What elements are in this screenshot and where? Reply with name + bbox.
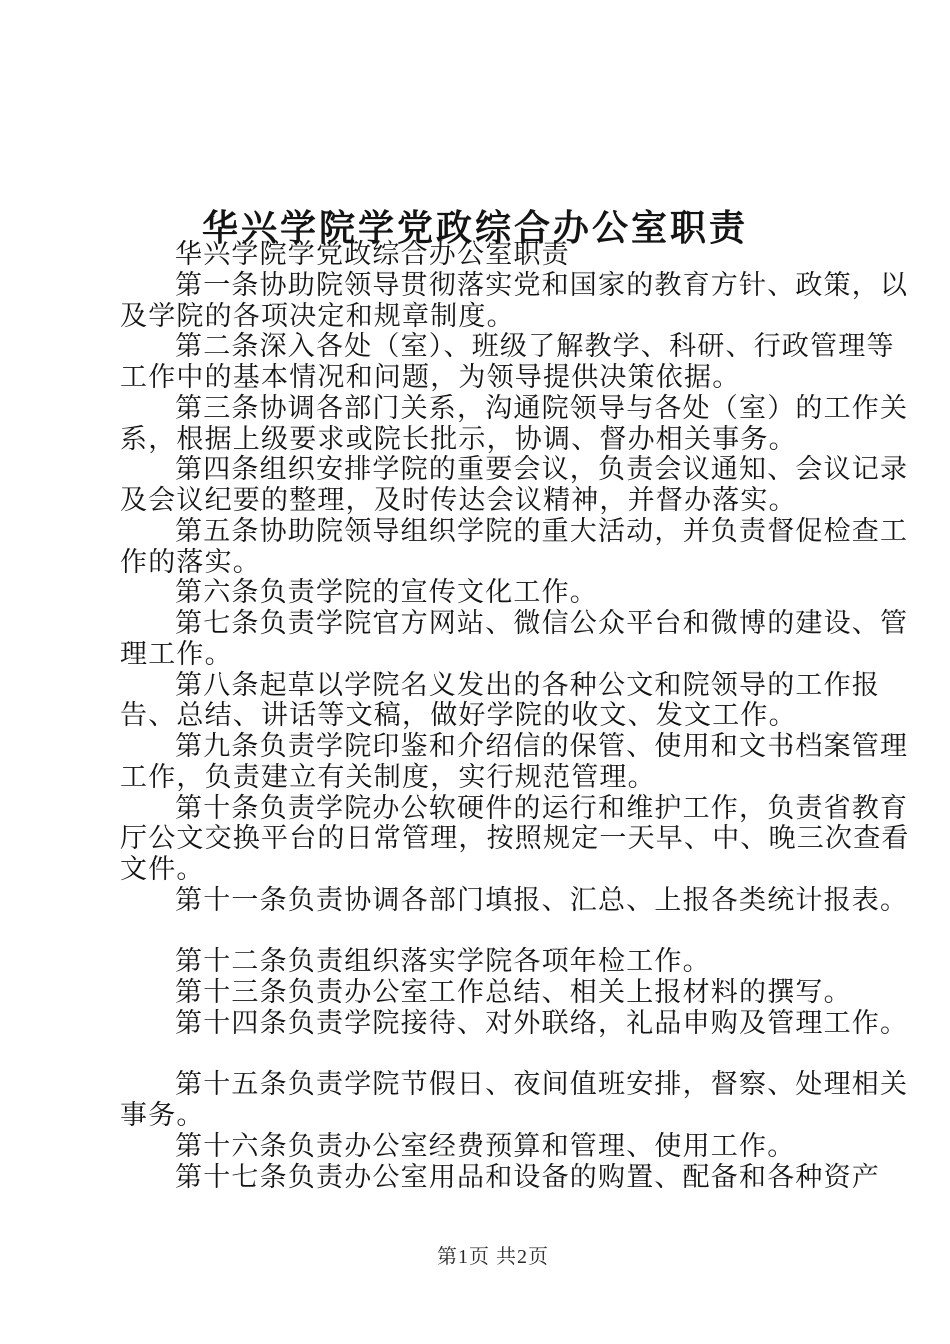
paragraph: 第十四条负责学院接待、对外联络，礼品申购及管理工作。: [175, 1007, 909, 1038]
paragraph: 第十七条负责办公室用品和设备的购置、配备和各种资产: [175, 1161, 880, 1192]
blank-line: [120, 916, 920, 947]
paragraph: 第十一条负责协调各部门填报、汇总、上报各类统计报表。: [175, 884, 909, 915]
paragraph: 第八条起草以学院名义发出的各种公文和院领导的工作报告、总结、讲话等文稿，做好学院的收文、发文工作。: [120, 669, 880, 731]
paragraph: 第九条负责学院印鉴和介绍信的保管、使用和文书档案管理工作，负责建立有关制度，实行规范管理。: [120, 731, 909, 792]
blank-line: [120, 1039, 920, 1070]
paragraph: 第七条负责学院官方网站、微信公众平台和微博的建设、管理工作。: [120, 608, 909, 669]
page-number-footer: 第1页 共2页: [437, 1246, 549, 1268]
document-body: [120, 239, 920, 1192]
paragraph: 第十条负责学院办公软硬件的运行和维护工作，负责省教育厅公文交换平台的日常管理，按照规定一天早、中、晚三次查看文件。: [120, 792, 910, 884]
paragraph: 第十三条负责办公室工作总结、相关上报材料的撰写。: [175, 977, 852, 1007]
paragraph: 第十六条负责办公室经费预算和管理、使用工作。: [175, 1130, 796, 1161]
paragraph: 第五条协助院领导组织学院的重大活动，并负责督促检查工作的落实。: [120, 515, 909, 577]
paragraph: 第十五条负责学院节假日、夜间值班安排，督察、处理相关事务。: [120, 1069, 909, 1130]
paragraph: 第二条深入各处（室）、班级了解教学、科研、行政管理等工作中的基本情况和问题，为领导提供决策依据。: [120, 331, 895, 392]
paragraph: 第一条协助院领导贯彻落实党和国家的教育方针、政策，以及学院的各项决定和规章制度。: [120, 269, 909, 331]
paragraph: 第六条负责学院的宣传文化工作。: [175, 577, 598, 608]
paragraph: 第四条组织安排学院的重要会议，负责会议通知、会议记录及会议纪要的整理，及时传达会议精神，并督办落实。: [120, 454, 909, 515]
paragraph: 第十二条负责组织落实学院各项年检工作。: [175, 946, 711, 977]
paragraph: 华兴学院学党政综合办公室职责: [175, 239, 570, 269]
paragraph: 第三条协调各部门关系，沟通院领导与各处（室）的工作关系，根据上级要求或院长批示，协调、督办相关事务。: [120, 392, 909, 454]
document-title: 华兴学院学党政综合办公室职责: [201, 208, 748, 249]
